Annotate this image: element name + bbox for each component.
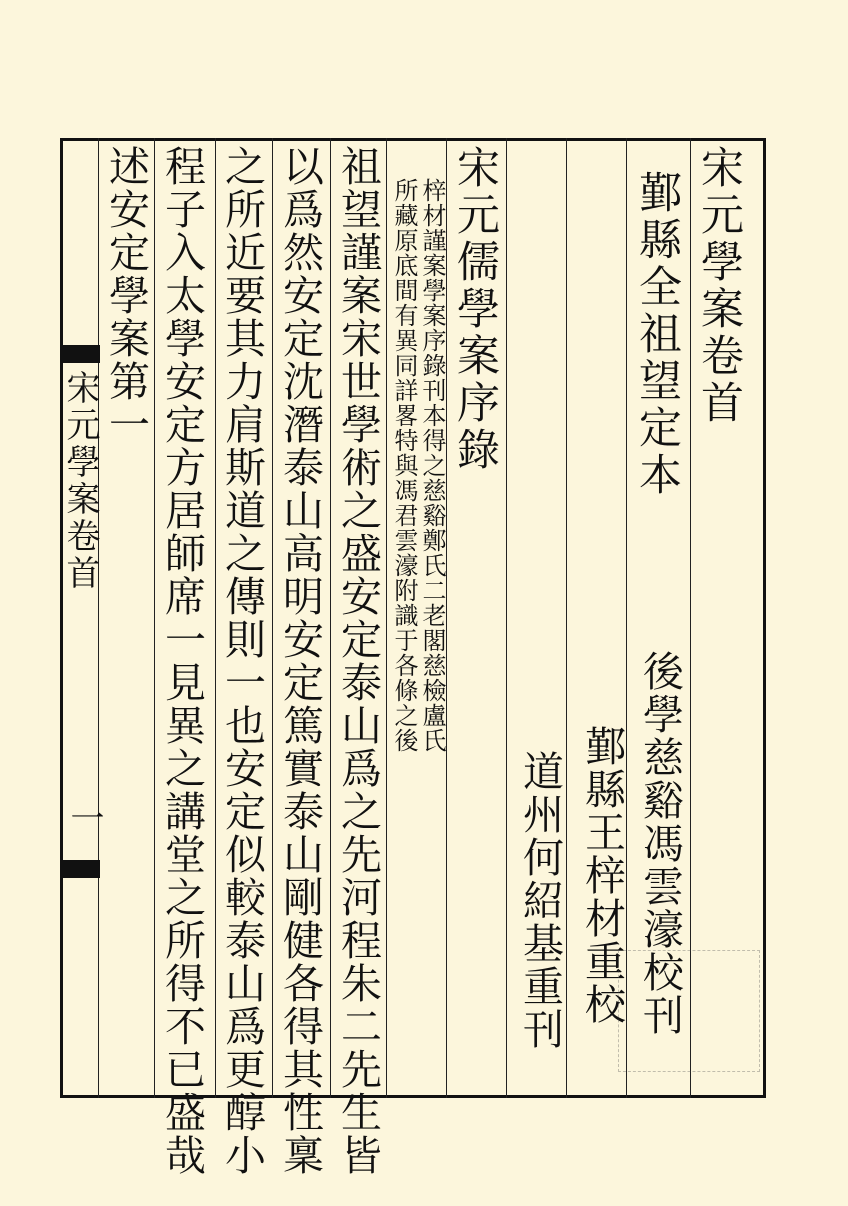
column-rule xyxy=(330,138,331,1098)
column-rule xyxy=(98,138,99,1098)
book-title: 宋元學案卷首 xyxy=(694,145,744,427)
note-column-2: 所藏原底間有異同詳畧特與馮君雲濠附識于各條之後 xyxy=(390,178,418,753)
column-rule xyxy=(446,138,447,1098)
column-rule xyxy=(154,138,155,1098)
margin-title: 宋元學案卷首 xyxy=(60,370,100,592)
column-rule xyxy=(215,138,216,1098)
body-column-4: 程子入太學安定方居師席一見異之講堂之所得不已盛哉 xyxy=(158,145,206,1177)
note-column-1: 梓材謹案學案序錄刊本得之慈谿鄭氏二老閣慈檢盧氏 xyxy=(418,178,446,753)
column-rule xyxy=(506,138,507,1098)
column-rule xyxy=(566,138,567,1098)
seal-stamp xyxy=(618,950,760,1072)
body-column-2: 以爲然安定沈潛泰山高明安定篤實泰山剛健各得其性稟 xyxy=(276,145,324,1177)
colophon-line-3: 道州何紹基重刊 xyxy=(516,750,564,1051)
fold-mark-top xyxy=(60,345,100,363)
body-column-1: 祖望謹案宋世學術之盛安定泰山爲之先河程朱二先生皆 xyxy=(334,145,382,1177)
fold-mark-bottom xyxy=(60,860,100,878)
preface-title: 宋元儒學案序錄 xyxy=(450,145,500,474)
column-rule xyxy=(272,138,273,1098)
column-rule xyxy=(386,138,387,1098)
margin-page-number: 一 xyxy=(64,800,104,837)
editor-line: 鄞縣全祖望定本 xyxy=(632,170,682,499)
body-column-3: 之所近要其力肩斯道之傳則一也安定似較泰山爲更醇小 xyxy=(218,145,266,1177)
colophon-line-1: 後學慈谿馮雲濠校刊 xyxy=(636,650,684,1037)
body-column-5: 述安定學案第一 xyxy=(102,145,150,446)
colophon-line-2: 鄞縣王梓材重校 xyxy=(578,725,626,1026)
